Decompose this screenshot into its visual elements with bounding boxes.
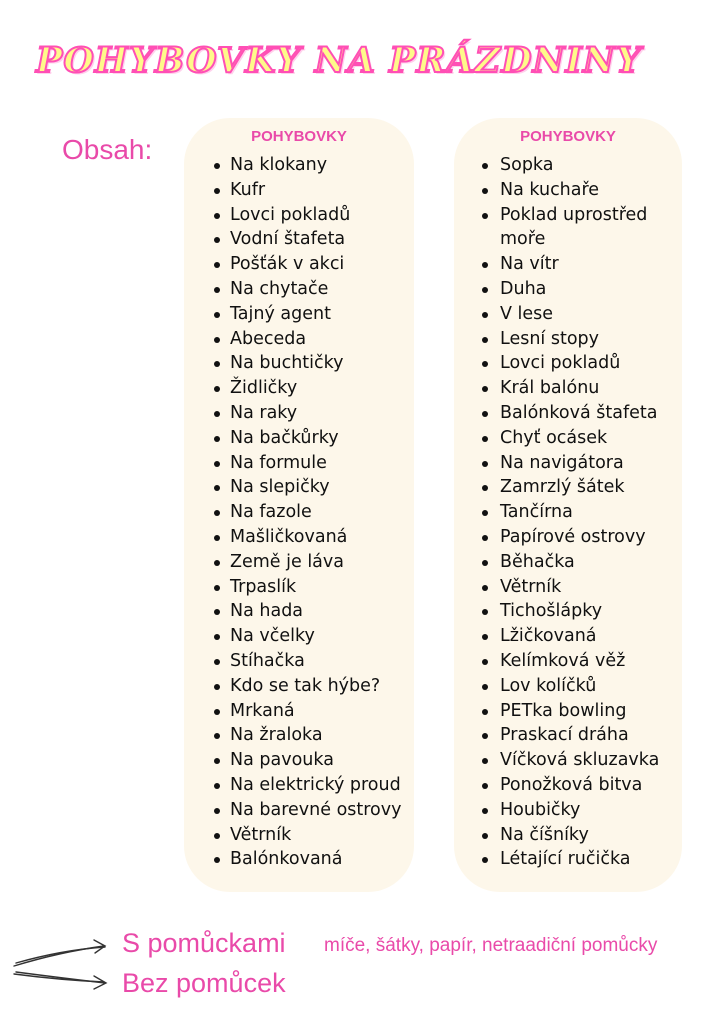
list-item: Houbičky: [454, 798, 682, 823]
list-item: Chyť ocásek: [454, 426, 682, 451]
list-item: Létající ručička: [454, 847, 682, 872]
list-item: Ponožková bitva: [454, 773, 682, 798]
list-item: Vodní štafeta: [184, 227, 414, 252]
list-item: Na bačkůrky: [184, 426, 414, 451]
list-item: Tajný agent: [184, 302, 414, 327]
list-item: Zamrzlý šátek: [454, 475, 682, 500]
legend-without-tools: Bez pomůcek: [122, 968, 286, 998]
list-item: Na formule: [184, 451, 414, 476]
list-item: Na chytače: [184, 277, 414, 302]
list-item: Sopka: [454, 153, 682, 178]
contents-label: Obsah:: [62, 134, 153, 165]
list-item: Kdo se tak hýbe?: [184, 674, 414, 699]
list-item: Na klokany: [184, 153, 414, 178]
right-column-panel: [454, 118, 682, 892]
list-item: Mašličkovaná: [184, 525, 414, 550]
list-item: Král balónu: [454, 376, 682, 401]
list-item: Stíhačka: [184, 649, 414, 674]
list-item: Na slepičky: [184, 475, 414, 500]
list-item: Větrník: [184, 823, 414, 848]
list-item: Na buchtičky: [184, 351, 414, 376]
list-item: Běhačka: [454, 550, 682, 575]
list-item: Abeceda: [184, 327, 414, 352]
list-item: Na barevné ostrovy: [184, 798, 414, 823]
list-item: Duha: [454, 277, 682, 302]
list-item: Papírové ostrovy: [454, 525, 682, 550]
left-game-list: [184, 153, 414, 872]
list-item: Lesní stopy: [454, 327, 682, 352]
list-item: Země je láva: [184, 550, 414, 575]
list-item: Na raky: [184, 401, 414, 426]
list-item: Na číšníky: [454, 823, 682, 848]
list-item: Na kuchaře: [454, 178, 682, 203]
list-item: Na fazole: [184, 500, 414, 525]
left-column-panel: [184, 118, 414, 892]
right-game-list: [454, 153, 682, 872]
list-item: Lovci pokladů: [454, 351, 682, 376]
list-item: Na navigátora: [454, 451, 682, 476]
right-column-heading: POHYBOVKY: [520, 128, 616, 145]
list-item: Na vítr: [454, 252, 682, 277]
list-item: Na elektrický proud: [184, 773, 414, 798]
list-item: Praskací dráha: [454, 723, 682, 748]
list-item: PETka bowling: [454, 699, 682, 724]
legend-with-tools: S pomůckami: [122, 928, 286, 958]
list-item: Větrník: [454, 575, 682, 600]
list-item: Na pavouka: [184, 748, 414, 773]
list-item: Balónkovaná: [184, 847, 414, 872]
list-item: Tichošlápky: [454, 599, 682, 624]
list-item: Balónková štafeta: [454, 401, 682, 426]
arrows-icon: [10, 936, 110, 996]
list-item: Lžičkovaná: [454, 624, 682, 649]
tools-list: míče, šátky, papír, netraadiční pomůcky: [324, 935, 658, 956]
list-item: Lov kolíčků: [454, 674, 682, 699]
page-title: POHYBOVKY NA PRÁZDNINY: [36, 40, 642, 81]
list-item: Na včelky: [184, 624, 414, 649]
list-item: Kelímková věž: [454, 649, 682, 674]
list-item: Pošťák v akci: [184, 252, 414, 277]
list-item: Na žraloka: [184, 723, 414, 748]
list-item: Víčková skluzavka: [454, 748, 682, 773]
list-item: Trpaslík: [184, 575, 414, 600]
list-item: Mrkaná: [184, 699, 414, 724]
list-item: Lovci pokladů: [184, 203, 414, 228]
list-item: Na hada: [184, 599, 414, 624]
list-item: V lese: [454, 302, 682, 327]
list-item: Židličky: [184, 376, 414, 401]
left-column-heading: POHYBOVKY: [251, 128, 347, 145]
list-item: Poklad uprostřed moře: [454, 203, 682, 253]
list-item: Kufr: [184, 178, 414, 203]
list-item: Tančírna: [454, 500, 682, 525]
